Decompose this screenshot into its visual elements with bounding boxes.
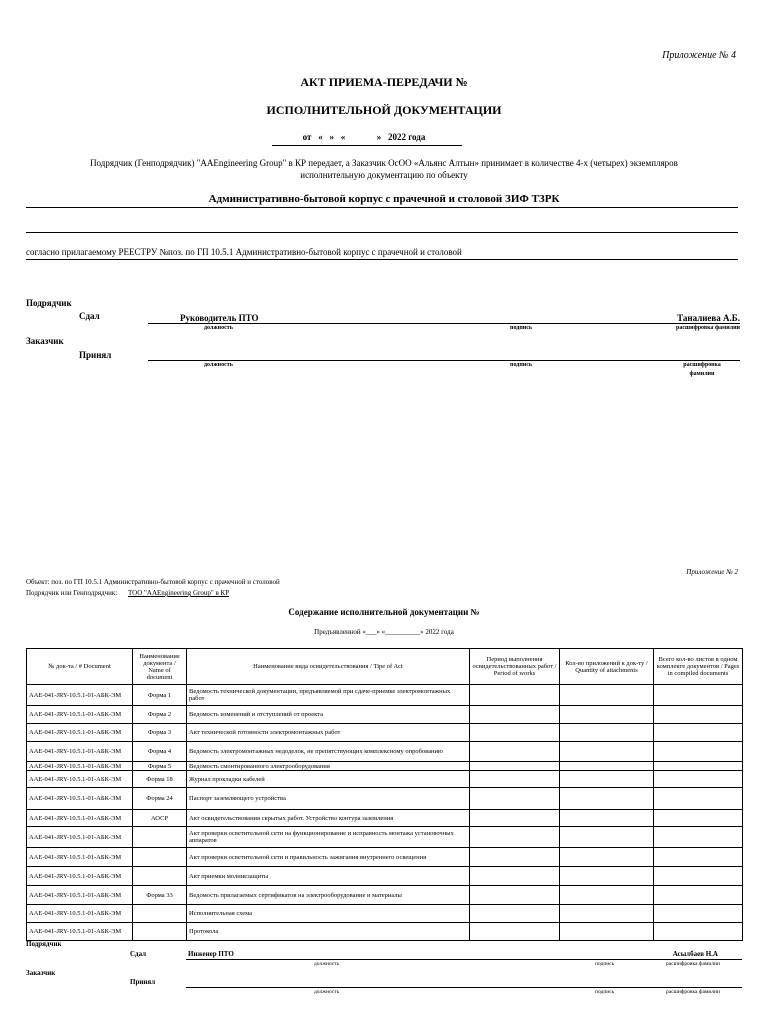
cell-pages <box>654 905 743 923</box>
cell-pages <box>654 724 743 742</box>
cell-act: Ведомость смонтированного электрооборудования <box>187 762 470 771</box>
table-row <box>27 867 743 886</box>
table-row <box>27 724 743 742</box>
caption-signature-2: подпись <box>510 362 533 368</box>
cell-form: Форма 5 <box>133 762 187 771</box>
cell-doc: AAE-041-JRY-10.5.1-01-АБК-ЭМ <box>27 867 133 886</box>
header-act-type: Наименование вида освидетельствования / Tipe of Act <box>187 649 470 685</box>
header-period: Период выполнения освидетельствованных работ / Period of works <box>470 649 560 685</box>
cell-period <box>470 762 560 771</box>
cell-doc: AAE-041-JRY-10.5.1-01-АБК-ЭМ <box>27 724 133 742</box>
documents-table <box>26 648 743 941</box>
cell-form: Форма 24 <box>133 788 187 810</box>
cell-doc: AAE-041-JRY-10.5.1-01-АБК-ЭМ <box>27 810 133 827</box>
cell-period <box>470 788 560 810</box>
cell-act: Ведомость электромонтажных недоделок, не препятствующих комплексному опробованию <box>187 742 470 762</box>
cell-pages <box>654 848 743 867</box>
cell-form: Форма 2 <box>133 706 187 724</box>
accepted-label: Принял <box>79 350 112 360</box>
caption-name: расшифровка фамилии <box>676 325 740 331</box>
table-row <box>27 788 743 810</box>
cell-doc: AAE-041-JRY-10.5.1-01-АБК-ЭМ <box>27 788 133 810</box>
customer-label: Заказчик <box>26 336 64 346</box>
cell-form: Форма 1 <box>133 685 187 706</box>
cell-form: Форма 18 <box>133 771 187 788</box>
table-row <box>27 848 743 867</box>
cell-act: Журнал прокладки кабелей <box>187 771 470 788</box>
cell-attachments <box>560 788 654 810</box>
cell-form <box>133 867 187 886</box>
customer-label-2: Заказчик <box>26 969 56 977</box>
cell-period <box>470 742 560 762</box>
accepted-label-2: Принял <box>130 978 156 986</box>
cell-doc: AAE-041-JRY-10.5.1-01-АБК-ЭМ <box>27 827 133 848</box>
cell-form: Форма 4 <box>133 742 187 762</box>
cell-act: Паспорт заземляющего устройства <box>187 788 470 810</box>
cell-doc: AAE-041-JRY-10.5.1-01-АБК-ЭМ <box>27 886 133 905</box>
registry-underline <box>26 259 738 260</box>
act-date: от « » « » 2022 года <box>302 132 426 142</box>
cell-act: Акт проверки осветительной сети на функционирование и исправность монтажа установочных аппаратов <box>187 827 470 848</box>
cell-pages <box>654 810 743 827</box>
caption-signature-3: подпись <box>595 961 615 967</box>
caption-position-2: должность <box>204 362 233 368</box>
handed-label: Сдал <box>79 311 100 321</box>
cell-pages <box>654 867 743 886</box>
cell-attachments <box>560 886 654 905</box>
cell-pages <box>654 827 743 848</box>
cell-form: АОСР <box>133 810 187 827</box>
table-row <box>27 923 743 941</box>
date-underline <box>272 145 462 146</box>
cell-attachments <box>560 762 654 771</box>
handed-label-2: Сдал <box>130 950 147 958</box>
cell-form <box>133 848 187 867</box>
cell-form: Форма 3 <box>133 724 187 742</box>
name-value: Таналиева А.Б. <box>677 313 740 323</box>
cell-pages <box>654 771 743 788</box>
cell-period <box>470 706 560 724</box>
position-value: Руководитель ПТО <box>180 313 259 323</box>
caption-name-2a: расшифровка <box>683 362 721 368</box>
cell-attachments <box>560 706 654 724</box>
header-doc-number: № док-та / # Document <box>27 649 133 685</box>
sign-line-3 <box>186 959 742 960</box>
cell-attachments <box>560 685 654 706</box>
cell-doc: AAE-041-JRY-10.5.1-01-АБК-ЭМ <box>27 742 133 762</box>
cell-act: Ведомость прилагаемых сертификатов на электрооборудование и материалы <box>187 886 470 905</box>
cell-act: Ведомость изменений и отступлений от проекта <box>187 706 470 724</box>
act-title: АКТ ПРИЕМА-ПЕРЕДАЧИ № <box>300 75 468 89</box>
table-row <box>27 886 743 905</box>
caption-signature: подпись <box>510 325 533 331</box>
cell-period <box>470 827 560 848</box>
cell-pages <box>654 788 743 810</box>
cell-doc: AAE-041-JRY-10.5.1-01-АБК-ЭМ <box>27 848 133 867</box>
contents-title: Содержание исполнительной документации № <box>288 607 480 617</box>
intro-line-1: Подрядчик (Генподрядчик) "AAEngineering Group" в КР передает, а Заказчик ОсОО «Альянс Алтын» принимает в количестве 4-х (четырех) экземпляров <box>90 158 678 168</box>
table-row <box>27 762 743 771</box>
cell-period <box>470 923 560 941</box>
table-row <box>27 771 743 788</box>
header-pages: Всего кол-во листов в одном комплекте документов / Pages in compiled documents <box>654 649 743 685</box>
table-row <box>27 742 743 762</box>
cell-attachments <box>560 724 654 742</box>
cell-act: Исполнительная схема <box>187 905 470 923</box>
object-title: Административно-бытовой корпус с прачечной и столовой ЗИФ ТЗРК <box>208 193 560 205</box>
object-underline <box>26 207 738 208</box>
cell-act: Акт освидетельствования скрытых работ. Устройство контура заземления <box>187 810 470 827</box>
caption-name-4: расшифровка фамилии <box>666 989 720 995</box>
name-value-2: Асылбаев Н.А <box>672 950 718 958</box>
cell-form: Форма 33 <box>133 886 187 905</box>
table-row <box>27 810 743 827</box>
cell-doc: AAE-041-JRY-10.5.1-01-АБК-ЭМ <box>27 905 133 923</box>
caption-signature-4: подпись <box>595 989 615 995</box>
cell-pages <box>654 706 743 724</box>
cell-attachments <box>560 742 654 762</box>
sign-line-4 <box>186 987 742 988</box>
contractor-label-2: Подрядчик <box>26 940 62 948</box>
blank-line <box>26 232 738 233</box>
cell-attachments <box>560 848 654 867</box>
sign-line-2 <box>148 360 740 361</box>
cell-act: Акт технической готовности электромонтажных работ <box>187 724 470 742</box>
cell-act: Акт приемки молниезащиты <box>187 867 470 886</box>
cell-period <box>470 848 560 867</box>
cell-pages <box>654 923 743 941</box>
cell-attachments <box>560 905 654 923</box>
cell-attachments <box>560 810 654 827</box>
table-header-row <box>27 649 743 685</box>
caption-position-4: должность <box>314 989 340 995</box>
cell-period <box>470 810 560 827</box>
caption-position: должность <box>204 325 233 331</box>
contractor-label: Подрядчик <box>26 298 72 308</box>
cell-period <box>470 905 560 923</box>
cell-doc: AAE-041-JRY-10.5.1-01-АБК-ЭМ <box>27 685 133 706</box>
caption-position-3: должность <box>314 961 340 967</box>
sign-line-1 <box>148 323 740 324</box>
caption-name-2b: фамилии <box>689 371 715 377</box>
cell-doc: AAE-041-JRY-10.5.1-01-АБК-ЭМ <box>27 923 133 941</box>
cell-period <box>470 724 560 742</box>
cell-pages <box>654 742 743 762</box>
intro-line-2: исполнительную документацию по объекту <box>300 170 468 180</box>
cell-doc: AAE-041-JRY-10.5.1-01-АБК-ЭМ <box>27 706 133 724</box>
position-value-2: Инженер ПТО <box>188 950 234 958</box>
cell-pages <box>654 886 743 905</box>
caption-name-3: расшифровка фамилии <box>666 961 720 967</box>
cell-attachments <box>560 867 654 886</box>
cell-attachments <box>560 771 654 788</box>
table-row <box>27 827 743 848</box>
cell-period <box>470 867 560 886</box>
cell-period <box>470 886 560 905</box>
table-row <box>27 905 743 923</box>
registry-line: согласно прилагаемому РЕЕСТРУ №поз. по ГП 10.5.1 Административно-бытовой корпус с прачечной и столовой <box>26 247 462 257</box>
cell-doc: AAE-041-JRY-10.5.1-01-АБК-ЭМ <box>27 762 133 771</box>
appendix-4-label: Приложение № 4 <box>662 50 736 61</box>
cell-pages <box>654 685 743 706</box>
presented-line: Предъявленной «___» «__________» 2022 года <box>314 628 454 636</box>
header-attachments: Кол-во приложений к док-ту / Quantity of attachments <box>560 649 654 685</box>
object-line: Объект: поз. по ГП 10.5.1 Административно-бытовой корпус с прачечной и столовой <box>26 578 280 586</box>
contractor-line-value: ТОО "AAEngineering Group" в КР <box>128 589 230 597</box>
appendix-2-label: Приложение № 2 <box>686 568 738 576</box>
cell-form <box>133 923 187 941</box>
act-subtitle: ИСПОЛНИТЕЛЬНОЙ ДОКУМЕНТАЦИИ <box>266 103 502 117</box>
cell-period <box>470 771 560 788</box>
cell-doc: AAE-041-JRY-10.5.1-01-АБК-ЭМ <box>27 771 133 788</box>
cell-act: Ведомость технической документации, предъявляемой при сдаче-приемке электромонтажных работ <box>187 685 470 706</box>
table-row <box>27 706 743 724</box>
cell-pages <box>654 762 743 771</box>
cell-attachments <box>560 827 654 848</box>
cell-period <box>470 685 560 706</box>
cell-act: Протокола <box>187 923 470 941</box>
contractor-line-label: Подрядчик или Генподрядчик: <box>26 589 118 597</box>
cell-act: Акт проверки осветительной сети и правильность зажигания внутреннего освещения <box>187 848 470 867</box>
cell-form <box>133 827 187 848</box>
cell-attachments <box>560 923 654 941</box>
header-doc-name: Наименование документа / Name of document <box>133 649 187 685</box>
cell-form <box>133 905 187 923</box>
table-row <box>27 685 743 706</box>
